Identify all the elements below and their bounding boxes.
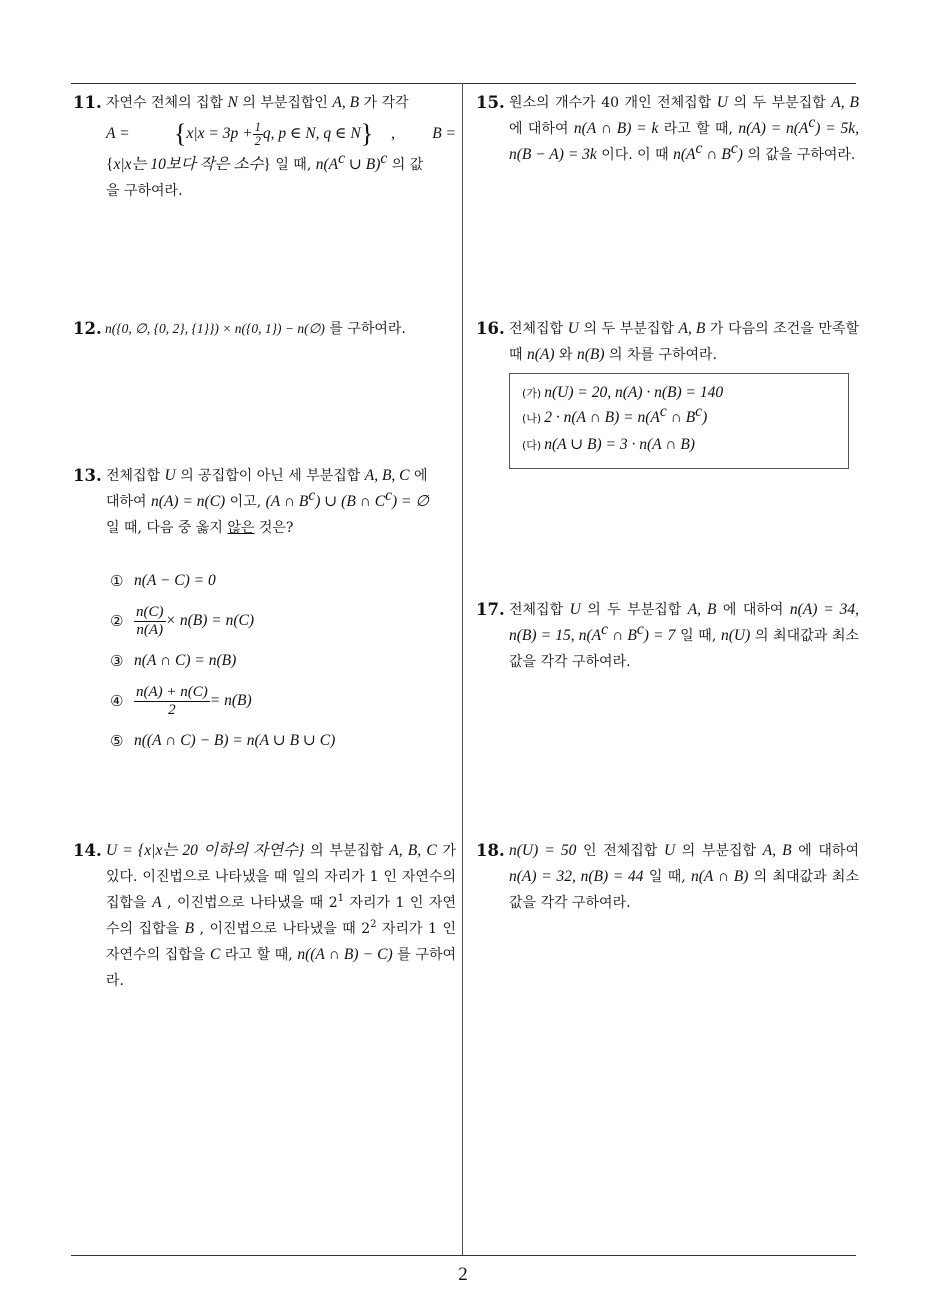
problem-number: 16. xyxy=(476,319,505,338)
problem-16 xyxy=(476,316,859,368)
choice-5[interactable]: ⑤ n((A ∩ C) − B) = n(A ∪ B ∪ C) xyxy=(110,732,336,750)
problem-18 xyxy=(476,838,859,916)
problem-number: 11. xyxy=(73,93,102,112)
footer-rule xyxy=(71,1255,856,1256)
problem-text: 자연수 전체의 집합 N 의 부분집합인 A, B 가 각각 A = { x|x = 3p + $\frac{1}{2}$ q, p ∈ N, q ∈ N } , B = {x|x는 10보다 작은 소수} 일 때, $n(A^c$ ∪ B)$^c$ 의 값 을 구하여라. xyxy=(106,94,456,199)
problem-text: 전체집합 U 의 두 부분집합 A, B 가 다음의 조건을 만족할 때 n(A) 와 n(B) 의 차를 구하여라. xyxy=(509,320,859,363)
choice-1[interactable]: ① n(A − C) = 0 xyxy=(110,572,216,590)
condition-na: (나) 2 · n(A ∩ $B) = n(A^c$ ∩ $B^c$) xyxy=(522,403,708,426)
problem-text: 전체집합 U 의 공집합이 아닌 세 부분집합 A, B, C 에 대하여 n(A) = n(C) 이고, (A ∩ $B^c$) ∪ (B ∩ $C^c$) = ∅ 일 때, 다음 중 옳지 않은 것은? xyxy=(106,467,429,536)
condition-ga: (가) n(U) = 20, n(A) · n(B) = 140 xyxy=(522,384,724,401)
problem-text: 전체집합 U 의 두 부분집합 A, B 에 대하여 n(A) = 34, n(B) = 15, $n(A^c$ ∩ $B^c) = 7$ 일 때, n(U) 의 최대값과 최소값을 각각 구하여라. xyxy=(509,601,859,670)
problem-text: 원소의 개수가 40 개인 전체집합 U 의 두 부분집합 A, B 에 대하여 n(A ∩ B) = k 라고 할 때, $n(A) = n(A^c) = 5k$, n(B − A) = 3k 이다. 이 때 $n(A^c$ ∩ $B^c$) 의 값을 구하여라. xyxy=(509,94,860,163)
fraction-half: $\frac{1}{2}$ xyxy=(254,119,261,148)
choice-4[interactable]: ④ $\frac{n(A) + n(C)}{2}$ = n(B) xyxy=(110,683,252,718)
problem-17 xyxy=(476,597,859,675)
conditions-box xyxy=(509,373,849,469)
problem-text: n({0, ∅, {0, 2}, {1}}) × n({0, 1}) − n(∅) 를 구하여라. xyxy=(105,321,406,337)
problem-number: 18. xyxy=(476,841,505,860)
problem-text: n(U) = 50 인 전체집합 U 의 부분집합 A, B 에 대하여 n(A) = 32, n(B) = 44 일 때, n(A ∩ B) 의 최대값과 최소값을 각각 구하여라. xyxy=(509,842,859,911)
problem-12 xyxy=(73,316,456,342)
column-divider xyxy=(462,83,463,1255)
problem-number: 13. xyxy=(73,466,102,485)
problem-number: 15. xyxy=(476,93,505,112)
problem-11 xyxy=(73,90,456,204)
problem-13 xyxy=(73,463,456,761)
problem-number: 17. xyxy=(476,600,505,619)
choice-2[interactable]: ② $\frac{n(C)}{n(A)}$ × n(B) = n(C) xyxy=(110,603,254,638)
choice-3[interactable]: ③ n(A ∩ C) = n(B) xyxy=(110,652,237,670)
problem-number: 12. xyxy=(73,319,102,338)
problem-text: U = {x|x는 20 이하의 자연수} 의 부분집합 A, B, C 가 있다. 이진법으로 나타냈을 때 일의 자리가 1 인 자연수의 집합을 A , 이진법으로 나타냈을 때 $2^1$ 자리가 1 인 자연수의 집합을 B , 이진법으로 나타냈을 때 $2^2$ 자리가 1 인 자연수의 집합을 C 라고 할 때, n((A ∩ B) − C) 를 구하여라. xyxy=(106,842,456,989)
problem-15 xyxy=(476,90,859,168)
condition-da: (다) n(A ∪ B) = 3 · n(A ∩ B) xyxy=(522,436,695,453)
problem-14 xyxy=(73,838,456,994)
page-number: 2 xyxy=(458,1264,468,1285)
header-rule xyxy=(71,83,856,84)
problem-number: 14. xyxy=(73,841,102,860)
answer-choices xyxy=(110,561,456,761)
